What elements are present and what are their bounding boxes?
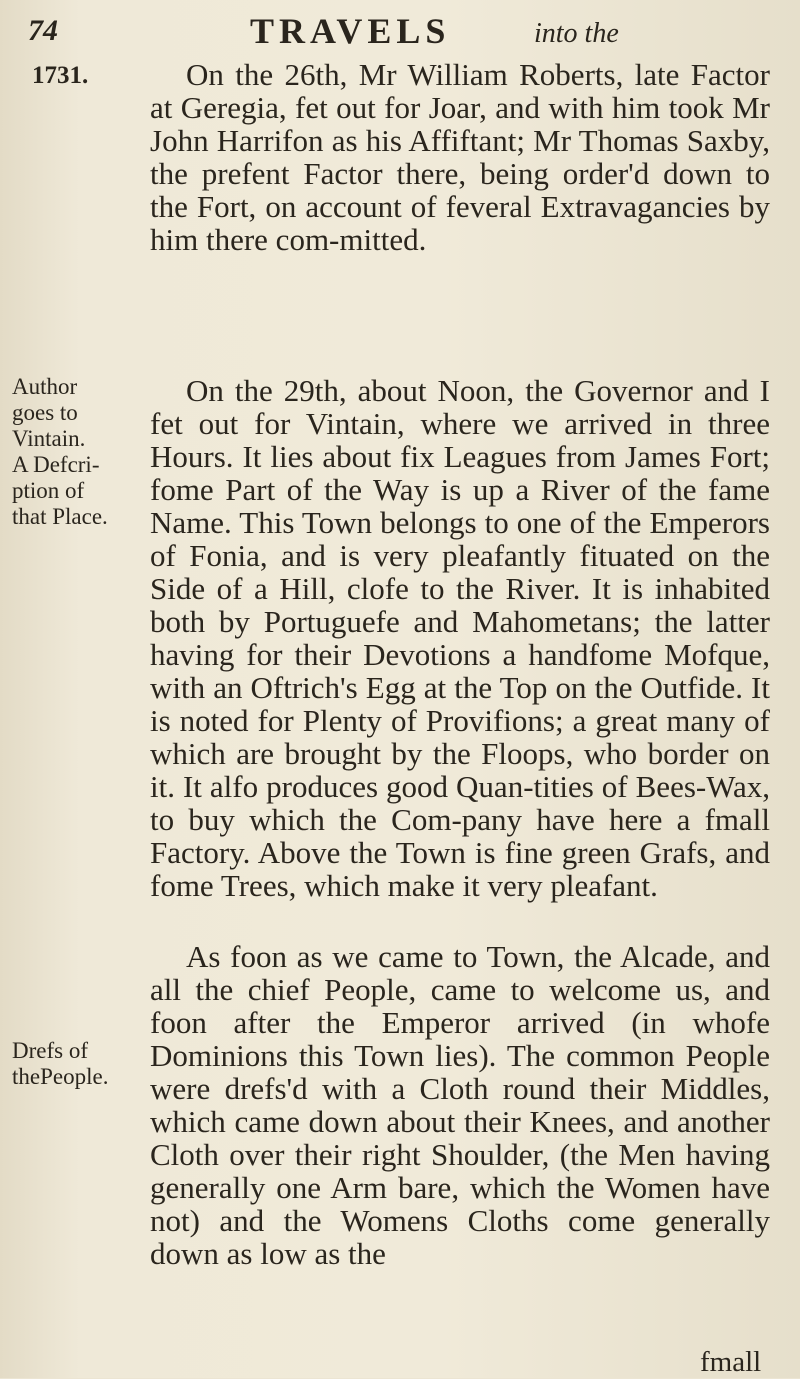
running-head-continuation: into the <box>534 18 619 49</box>
page-number: 74 <box>28 14 58 47</box>
margin-year: 1731. <box>32 62 89 89</box>
paragraph-vintain <box>150 374 770 902</box>
paragraph-text: On the 29th, about Noon, the Governor and I fet out for Vintain, where we arrived in three Hours. It lies about fix Leagues from James Fort; fome Part of the Way is up a River of the fame Name. This Town belongs to one of the Emperors of Fonia, and is very pleafantly fituated on the Side of a Hill, clofe to the River. It is inhabited both by Portuguefe and Mahometans; the latter having for their Devotions a handfome Mofque, with an Oftrich's Egg at the Top on the Outfide. It is noted for Plenty of Provifions; a great many of which are brought by the Floops, who border on it. It alfo produces good Quan-tities of Bees-Wax, to buy which the Com-pany have here a fmall Factory. Above the Town is fine green Grafs, and fome Trees, which make it very pleafant. <box>150 373 770 903</box>
paragraph-roberts <box>150 58 770 256</box>
margin-note-vintain: Author goes to Vintain. A Defcri- ption of that Place. <box>12 374 108 529</box>
running-head: TRAVELS <box>250 11 451 51</box>
paragraph-alcade <box>150 940 770 1270</box>
page-header <box>0 8 800 54</box>
paragraph-text: On the 26th, Mr William Roberts, late Factor at Geregia, fet out for Joar, and with him took Mr John Harrifon as his Affiftant; Mr Thomas Saxby, the prefent Factor there, being order'd down to the Fort, on account of feveral Extravagancies by him there com-mitted. <box>150 57 770 257</box>
catchword: fmall <box>700 1346 762 1378</box>
paragraph-text: As foon as we came to Town, the Alcade, and all the chief People, came to welcome us, and foon after the Emperor arrived (in whofe Dominions this Town lies). The common People were drefs'd with a Cloth round their Middles, which came down about their Knees, and another Cloth over their right Shoulder, (the Men having generally one Arm bare, which the Women have not) and the Womens Cloths come generally down as low as the <box>150 939 770 1271</box>
margin-note-dress: Drefs of thePeople. <box>12 1038 109 1089</box>
